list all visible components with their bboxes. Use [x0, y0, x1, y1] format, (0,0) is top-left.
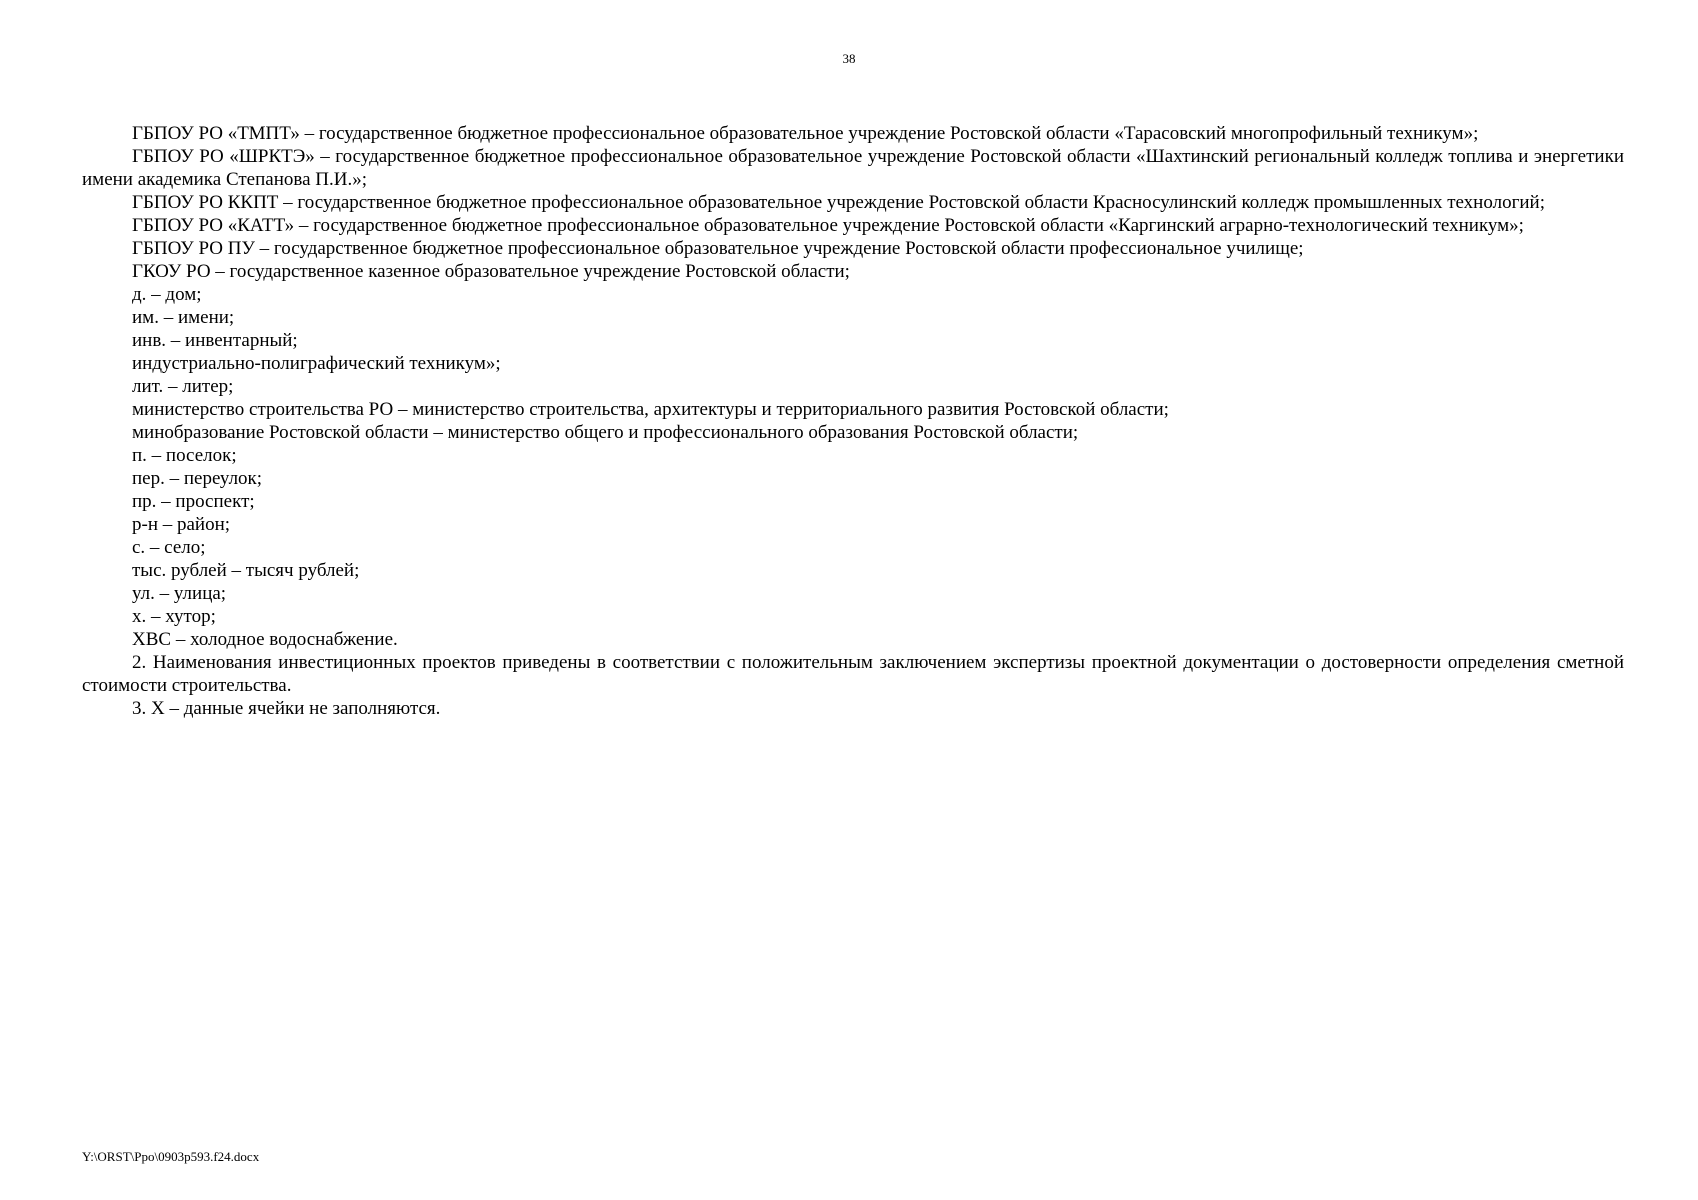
abbreviation-item: министерство строительства РО – министерство строительства, архитектуры и территориального развития Ростовской области;: [132, 399, 1169, 420]
paragraph-katt: ГБПОУ РО «КАТТ» – государственное бюджетное профессиональное образовательное учреждение Ростовской области «Каргинский аграрно-технологический техникум»;: [132, 215, 1524, 236]
abbreviation-item: с. – село;: [132, 537, 206, 558]
abbreviation-item: инв. – инвентарный;: [132, 330, 298, 351]
abbreviation-item: тыс. рублей – тысяч рублей;: [132, 560, 360, 581]
abbreviation-item: ХВС – холодное водоснабжение.: [132, 629, 398, 650]
note-2-paragraph: 2. Наименования инвестиционных проектов приведены в соответствии с положительным заключением экспертизы проектной документации о достоверности определения сметной стоимости строительства.: [82, 652, 1624, 696]
abbreviation-item: индустриально-полиграфический техникум»;: [132, 353, 501, 374]
abbreviation-item: лит. – литер;: [132, 376, 234, 397]
document-body: [82, 122, 1624, 720]
abbreviation-item: д. – дом;: [132, 284, 202, 305]
abbreviation-item: ул. – улица;: [132, 583, 227, 604]
footer-file-path: Y:\ORST\Ppo\0903p593.f24.docx: [82, 1149, 260, 1164]
page-number: 38: [842, 51, 856, 66]
abbreviation-item: минобразование Ростовской области – министерство общего и профессионального образования Ростовской области;: [132, 422, 1079, 443]
abbreviation-item: им. – имени;: [132, 307, 235, 328]
note-3-paragraph: 3. Х – данные ячейки не заполняются.: [132, 698, 441, 719]
paragraph-shrkte: ГБПОУ РО «ШРКТЭ» – государственное бюджетное профессиональное образовательное учреждение Ростовской области «Шахтинский региональный колледж топлива и энергетики имени академика Степанова П.И.»;: [82, 146, 1624, 190]
paragraph-pu: ГБПОУ РО ПУ – государственное бюджетное профессиональное образовательное учреждение Ростовской области профессиональное училище;: [132, 238, 1304, 259]
abbreviation-item: пер. – переулок;: [132, 468, 263, 489]
abbreviation-item: р-н – район;: [132, 514, 231, 535]
abbreviation-item: пр. – проспект;: [132, 491, 255, 512]
paragraph-tmpt: ГБПОУ РО «ТМПТ» – государственное бюджетное профессиональное образовательное учреждение Ростовской области «Тарасовский многопрофильный техникум»;: [132, 123, 1479, 144]
paragraph-gkou: ГКОУ РО – государственное казенное образовательное учреждение Ростовской области;: [132, 261, 850, 282]
abbreviation-item: п. – поселок;: [132, 445, 237, 466]
paragraph-kkpt: ГБПОУ РО ККПТ – государственное бюджетное профессиональное образовательное учреждение Ростовской области Красносулинский колледж промышленных технологий;: [132, 192, 1545, 213]
abbreviation-item: х. – хутор;: [132, 606, 216, 627]
